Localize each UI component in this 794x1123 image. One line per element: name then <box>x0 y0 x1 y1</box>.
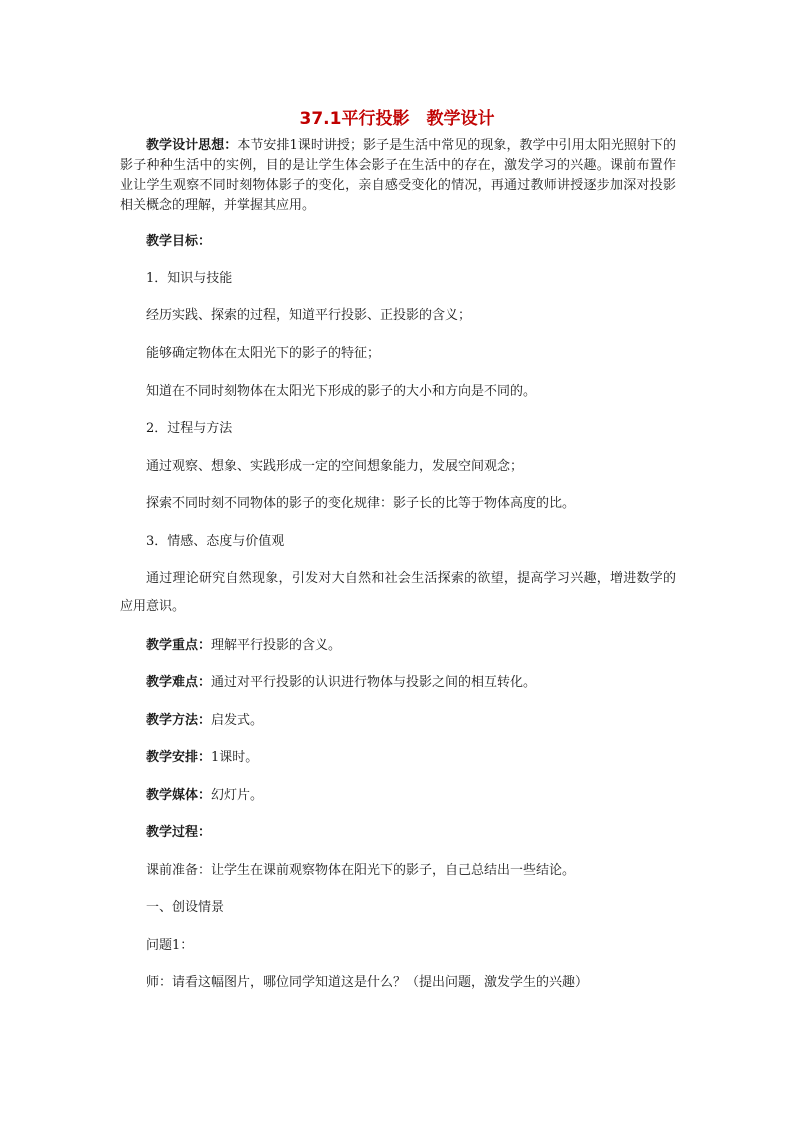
goal1-item-1: 经历实践、探索的过程，知道平行投影、正投影的含义； <box>146 308 472 323</box>
goal3-text: 通过理论研究自然现象，引发对大自然和社会生活探索的欲望，提高学习兴趣，增进数学的应用意识。 <box>120 571 676 614</box>
goal1-item-2: 能够确定物体在太阳光下的影子的特征； <box>146 346 381 361</box>
method <box>146 711 263 731</box>
media <box>146 786 263 806</box>
key-point-label: 教学重点： <box>146 638 212 653</box>
goal2-heading: 2．过程与方法 <box>146 421 233 436</box>
goal2-item-2: 探索不同时刻不同物体的影子的变化规律：影子长的比等于物体高度的比。 <box>146 496 576 511</box>
arrangement-text: 1课时。 <box>211 750 259 765</box>
key-point <box>146 636 341 656</box>
goal1-item-3: 知道在不同时刻物体在太阳光下形成的影子的大小和方向是不同的。 <box>146 384 537 399</box>
difficulty-text: 通过对平行投影的认识进行物体与投影之间的相互转化。 <box>211 675 537 690</box>
method-text: 启发式。 <box>211 713 264 728</box>
question-1: 问题1： <box>146 938 194 953</box>
design-idea-label: 教学设计思想： <box>146 138 238 153</box>
goals-heading: 教学目标： <box>146 234 212 249</box>
design-idea-paragraph <box>120 136 676 216</box>
teacher-line: 师：请看这幅图片，哪位同学知道这是什么？（提出问题，激发学生的兴趣） <box>146 975 589 990</box>
difficulty-label: 教学难点： <box>146 675 212 690</box>
process-heading: 教学过程： <box>146 825 212 840</box>
method-label: 教学方法： <box>146 713 212 728</box>
goal2-item-1: 通过观察、想象、实践形成一定的空间想象能力，发展空间观念； <box>146 459 524 474</box>
difficulty <box>146 673 536 693</box>
key-point-text: 理解平行投影的含义。 <box>211 638 342 653</box>
class-preparation: 课前准备：让学生在课前观察物体在阳光下的影子，自己总结出一些结论。 <box>146 863 576 878</box>
arrangement-label: 教学安排： <box>146 750 212 765</box>
document-title: 37.1平行投影 教学设计 <box>299 109 495 129</box>
media-label: 教学媒体： <box>146 788 212 803</box>
arrangement <box>146 748 258 768</box>
design-idea-text: 本节安排1课时讲授；影子是生活中常见的现象，教学中引用太阳光照射下的影子种种生活中的实例，目的是让学生体会影子在生活中的存在，激发学习的兴趣。课前布置作业让学生观察不同时刻物体影子的变化，亲自感受变化的情况，再通过教师讲授逐步加深对投影相关概念的理解，并掌握其应用。 <box>120 138 676 213</box>
goal3-heading: 3．情感、态度与价值观 <box>146 534 285 549</box>
goal1-heading: 1．知识与技能 <box>146 271 233 286</box>
media-text: 幻灯片。 <box>211 788 264 803</box>
section-1-heading: 一、创设情景 <box>146 900 225 915</box>
